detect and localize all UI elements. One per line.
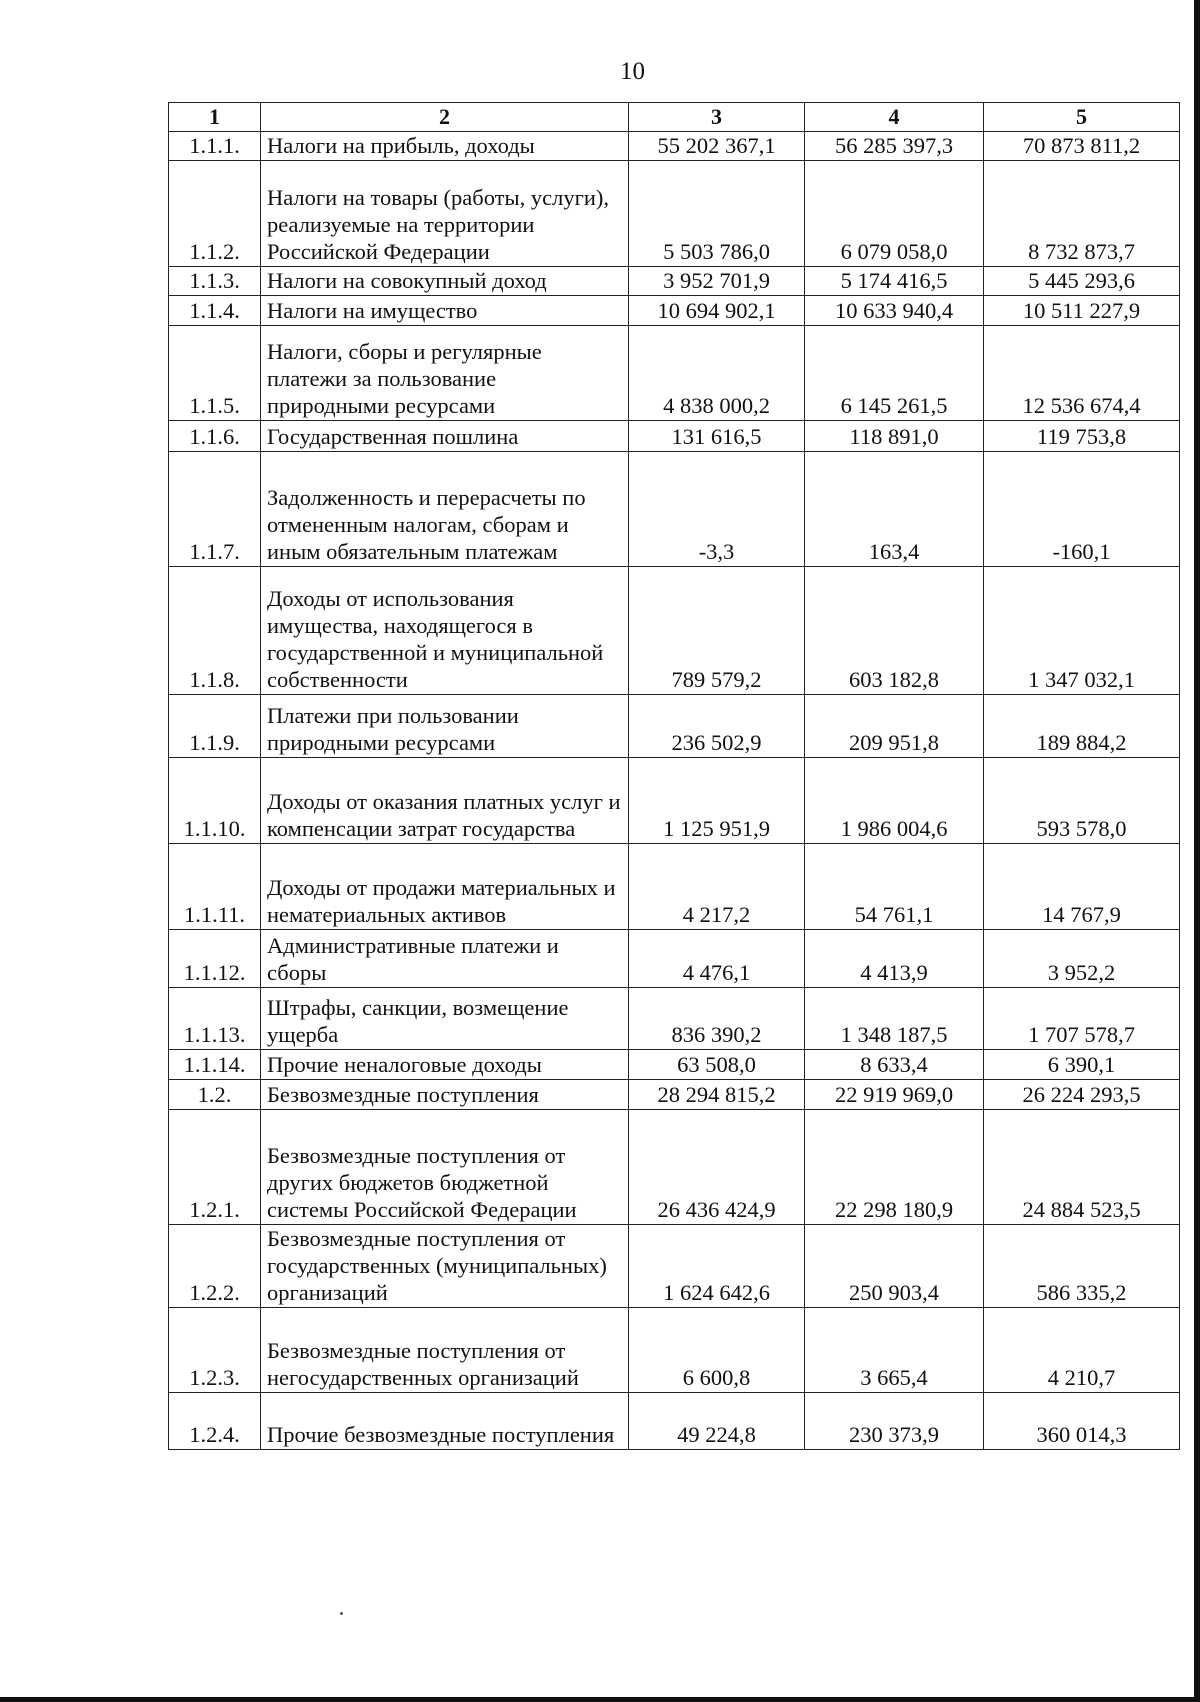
row-value-col3: 1 125 951,9 [629, 758, 805, 844]
table-row [169, 988, 1180, 1050]
header-cell-1: 1 [169, 103, 261, 132]
row-code: 1.2.1. [169, 1110, 261, 1225]
row-code: 1.1.13. [169, 988, 261, 1050]
row-value-col4: 163,4 [805, 452, 984, 567]
row-code: 1.1.3. [169, 267, 261, 296]
table-row [169, 161, 1180, 267]
header-cell-4: 4 [805, 103, 984, 132]
row-value-col5: 360 014,3 [984, 1393, 1180, 1450]
table-row [169, 421, 1180, 452]
row-code: 1.1.5. [169, 326, 261, 421]
table-row [169, 1308, 1180, 1393]
row-value-col4: 209 951,8 [805, 695, 984, 758]
row-value-col4: 54 761,1 [805, 844, 984, 930]
row-name: Прочие неналоговые доходы [261, 1050, 629, 1080]
row-name: Безвозмездные поступления от других бюджетов бюджетной системы Российской Федерации [261, 1110, 629, 1225]
row-value-col5: 3 952,2 [984, 930, 1180, 988]
row-code: 1.1.4. [169, 296, 261, 326]
row-value-col5: -160,1 [984, 452, 1180, 567]
row-value-col3: 236 502,9 [629, 695, 805, 758]
row-value-col5: 70 873 811,2 [984, 132, 1180, 161]
row-value-col5: 1 707 578,7 [984, 988, 1180, 1050]
row-value-col3: 836 390,2 [629, 988, 805, 1050]
header-cell-5: 5 [984, 103, 1180, 132]
row-code: 1.1.11. [169, 844, 261, 930]
row-name: Налоги на товары (работы, услуги), реализуемые на территории Российской Федерации [261, 161, 629, 267]
row-name: Штрафы, санкции, возмещение ущерба [261, 988, 629, 1050]
table-row [169, 758, 1180, 844]
row-value-col4: 6 145 261,5 [805, 326, 984, 421]
row-value-col5: 189 884,2 [984, 695, 1180, 758]
row-name: Налоги, сборы и регулярные платежи за пользование природными ресурсами [261, 326, 629, 421]
row-name: Безвозмездные поступления [261, 1080, 629, 1110]
table-body [169, 132, 1180, 1450]
page-edge-bottom [0, 1697, 1200, 1702]
row-code: 1.2.4. [169, 1393, 261, 1450]
header-cell-3: 3 [629, 103, 805, 132]
row-value-col4: 8 633,4 [805, 1050, 984, 1080]
row-value-col3: 55 202 367,1 [629, 132, 805, 161]
row-name: Налоги на совокупный доход [261, 267, 629, 296]
row-value-col5: 119 753,8 [984, 421, 1180, 452]
row-value-col4: 118 891,0 [805, 421, 984, 452]
row-name: Доходы от оказания платных услуг и компенсации затрат государства [261, 758, 629, 844]
row-value-col3: 4 217,2 [629, 844, 805, 930]
row-name: Безвозмездные поступления от государственных (муниципальных) организаций [261, 1225, 629, 1308]
row-value-col4: 4 413,9 [805, 930, 984, 988]
row-code: 1.2.3. [169, 1308, 261, 1393]
table-row [169, 1080, 1180, 1110]
table-row [169, 1225, 1180, 1308]
row-name: Налоги на прибыль, доходы [261, 132, 629, 161]
row-value-col4: 22 298 180,9 [805, 1110, 984, 1225]
row-name: Государственная пошлина [261, 421, 629, 452]
header-cell-2: 2 [261, 103, 629, 132]
row-value-col3: 63 508,0 [629, 1050, 805, 1080]
row-value-col4: 22 919 969,0 [805, 1080, 984, 1110]
row-name: Прочие безвозмездные поступления [261, 1393, 629, 1450]
row-code: 1.1.6. [169, 421, 261, 452]
table-row [169, 296, 1180, 326]
row-value-col5: 586 335,2 [984, 1225, 1180, 1308]
table-row [169, 1050, 1180, 1080]
row-code: 1.2.2. [169, 1225, 261, 1308]
row-name: Административные платежи и сборы [261, 930, 629, 988]
row-value-col5: 593 578,0 [984, 758, 1180, 844]
row-value-col3: 6 600,8 [629, 1308, 805, 1393]
row-name: Платежи при пользовании природными ресурсами [261, 695, 629, 758]
row-value-col3: 5 503 786,0 [629, 161, 805, 267]
row-code: 1.1.2. [169, 161, 261, 267]
row-value-col3: 1 624 642,6 [629, 1225, 805, 1308]
row-value-col5: 10 511 227,9 [984, 296, 1180, 326]
page-edge-right [1194, 0, 1200, 1702]
row-value-col4: 603 182,8 [805, 567, 984, 695]
header-row [169, 103, 1180, 132]
table-row [169, 326, 1180, 421]
row-value-col3: 10 694 902,1 [629, 296, 805, 326]
row-name: Задолженность и перерасчеты по отмененным налогам, сборам и иным обязательным платежам [261, 452, 629, 567]
table-row [169, 132, 1180, 161]
row-value-col3: 131 616,5 [629, 421, 805, 452]
row-value-col3: -3,3 [629, 452, 805, 567]
budget-table [168, 102, 1180, 1450]
row-code: 1.2. [169, 1080, 261, 1110]
table-row [169, 695, 1180, 758]
row-value-col3: 26 436 424,9 [629, 1110, 805, 1225]
row-value-col4: 6 079 058,0 [805, 161, 984, 267]
row-name: Налоги на имущество [261, 296, 629, 326]
row-code: 1.1.9. [169, 695, 261, 758]
row-value-col5: 24 884 523,5 [984, 1110, 1180, 1225]
table-row [169, 267, 1180, 296]
row-code: 1.1.1. [169, 132, 261, 161]
row-value-col5: 26 224 293,5 [984, 1080, 1180, 1110]
row-name: Безвозмездные поступления от негосударственных организаций [261, 1308, 629, 1393]
row-value-col4: 10 633 940,4 [805, 296, 984, 326]
row-value-col5: 1 347 032,1 [984, 567, 1180, 695]
table-row [169, 1393, 1180, 1450]
row-value-col5: 14 767,9 [984, 844, 1180, 930]
row-code: 1.1.7. [169, 452, 261, 567]
row-value-col3: 28 294 815,2 [629, 1080, 805, 1110]
row-value-col5: 4 210,7 [984, 1308, 1180, 1393]
row-value-col5: 12 536 674,4 [984, 326, 1180, 421]
row-name: Доходы от продажи материальных и нематериальных активов [261, 844, 629, 930]
table-row [169, 567, 1180, 695]
row-code: 1.1.8. [169, 567, 261, 695]
table-row [169, 930, 1180, 988]
row-code: 1.1.10. [169, 758, 261, 844]
row-value-col4: 3 665,4 [805, 1308, 984, 1393]
row-value-col4: 56 285 397,3 [805, 132, 984, 161]
page-number: 10 [620, 58, 645, 85]
scan-speck [340, 1612, 343, 1615]
row-value-col4: 230 373,9 [805, 1393, 984, 1450]
row-value-col5: 8 732 873,7 [984, 161, 1180, 267]
row-value-col5: 6 390,1 [984, 1050, 1180, 1080]
table-row [169, 844, 1180, 930]
row-code: 1.1.12. [169, 930, 261, 988]
table-row [169, 452, 1180, 567]
row-value-col3: 789 579,2 [629, 567, 805, 695]
row-name: Доходы от использования имущества, находящегося в государственной и муниципальной собственности [261, 567, 629, 695]
row-value-col5: 5 445 293,6 [984, 267, 1180, 296]
table-row [169, 1110, 1180, 1225]
row-value-col3: 49 224,8 [629, 1393, 805, 1450]
row-code: 1.1.14. [169, 1050, 261, 1080]
row-value-col4: 1 348 187,5 [805, 988, 984, 1050]
table-header [169, 103, 1180, 132]
row-value-col4: 250 903,4 [805, 1225, 984, 1308]
row-value-col3: 3 952 701,9 [629, 267, 805, 296]
row-value-col3: 4 476,1 [629, 930, 805, 988]
row-value-col4: 5 174 416,5 [805, 267, 984, 296]
row-value-col4: 1 986 004,6 [805, 758, 984, 844]
row-value-col3: 4 838 000,2 [629, 326, 805, 421]
